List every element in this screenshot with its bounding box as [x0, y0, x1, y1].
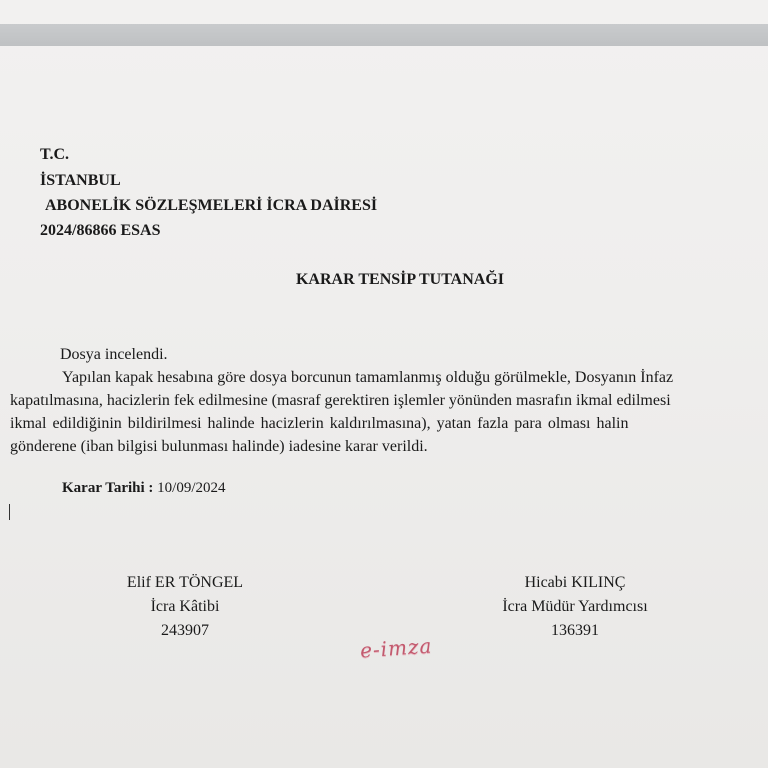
signature-right [470, 571, 680, 643]
header-case-number: 2024/86866 ESAS [40, 222, 161, 239]
header-tc: T.C. [40, 146, 70, 163]
header-city: İSTANBUL [40, 172, 121, 189]
signature-right-title: İcra Müdür Yardımcısı [502, 598, 648, 615]
signature-left-number: 243907 [161, 622, 209, 639]
body-line-3: kapatılmasına, hacizlerin fek edilmesine (masraf gerektiren işlemler yönünden masrafın ikmal edilmesi [10, 392, 671, 409]
signature-right-number: 136391 [551, 622, 599, 639]
body-line-5: gönderene (iban bilgisi bulunması halinde) iadesine karar verildi. [10, 438, 428, 455]
header-office: ABONELİK SÖZLEŞMELERİ İCRA DAİRESİ [45, 197, 378, 214]
document-body [10, 343, 768, 458]
decision-date-value: 10/09/2024 [157, 480, 226, 496]
body-line-2: Yapılan kapak hesabına göre dosya borcunun tamamlanmış olduğu görülmekle, Dosyanın İnfaz [62, 369, 674, 386]
e-signature-stamp: e-imza [359, 633, 434, 663]
signature-left-title: İcra Kâtibi [150, 598, 220, 615]
body-line-4: ikmal edildiğinin bildirilmesi halinde hacizlerin kaldırılmasına), yatan fazla para olması halin [10, 415, 629, 432]
decision-date [62, 480, 226, 497]
document-title: KARAR TENSİP TUTANAĞI [295, 271, 505, 288]
body-paragraph-1: Dosya incelendi. [60, 346, 168, 363]
decision-date-label: Karar Tarihi : [62, 480, 154, 496]
text-cursor [9, 504, 10, 520]
signature-right-name: Hicabi KILINÇ [524, 574, 626, 591]
viewer-toolbar [0, 24, 768, 46]
signature-left-name: Elif ER TÖNGEL [126, 574, 244, 591]
signature-left [90, 571, 280, 643]
